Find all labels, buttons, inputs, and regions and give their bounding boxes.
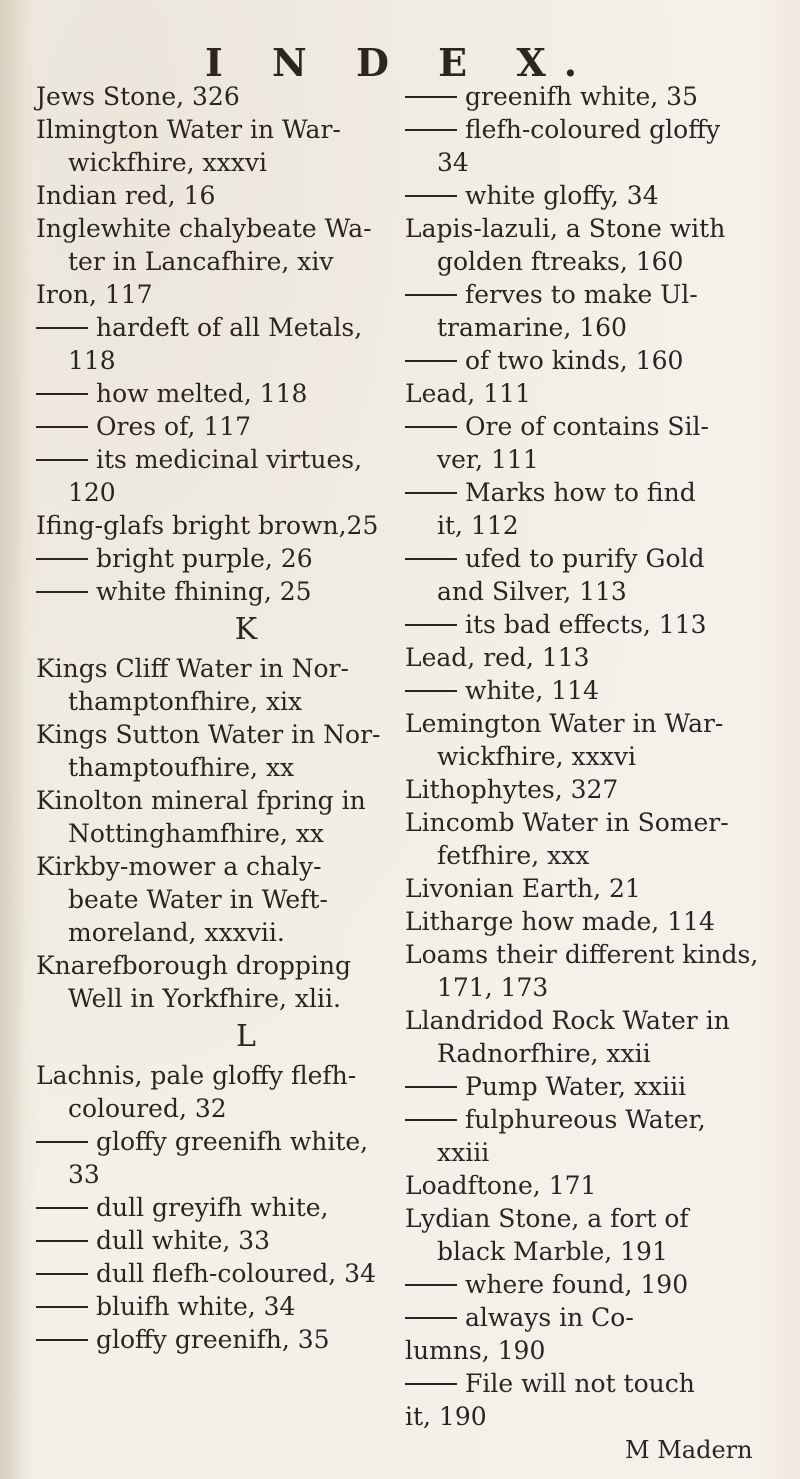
ditto-dash [405,96,457,98]
index-subentry [405,410,785,443]
index-entry [405,707,785,740]
entry-text: Lead, 111 [405,379,531,408]
index-subentry [405,344,785,377]
entry-text: tramarine, 160 [437,313,627,342]
entry-text: white fhining, 25 [96,577,312,606]
entry-text: Radnorfhire, xxii [437,1039,651,1068]
ditto-dash [405,558,457,560]
entry-text: 118 [68,346,116,375]
entry-text: black Marble, 191 [437,1237,668,1266]
ditto-dash [405,195,457,197]
entry-text: ferves to make Ul- [465,280,698,309]
ditto-dash [405,360,457,362]
ditto-dash [36,1240,88,1242]
index-continuation [405,1235,785,1268]
index-subentry [405,80,785,113]
entry-text: white gloffy, 34 [465,181,659,210]
index-subentry [36,311,396,344]
ditto-dash [36,327,88,329]
entry-text: Well in Yorkfhire, xlii. [68,984,341,1013]
index-entry [36,509,396,542]
entry-text: Ifing-glafs bright brown,25 [36,511,379,540]
entry-text: its medicinal virtues, [96,445,363,474]
entry-text: Inglewhite chalybeate Wa- [36,214,372,243]
entry-text: Ilmington Water in War- [36,115,341,144]
index-entry [405,1169,785,1202]
index-continuation [36,685,396,718]
entry-text: Lydian Stone, a fort of [405,1204,689,1233]
entry-text: ufed to purify Gold [465,544,705,573]
index-entry [36,80,396,113]
entry-text: Loams their different kinds, [405,940,759,969]
index-entry [405,938,785,971]
entry-text: coloured, 32 [68,1094,227,1123]
ditto-dash [405,1284,457,1286]
index-subentry [36,1125,396,1158]
entry-text: ver, 111 [437,445,539,474]
index-continuation [405,1136,785,1169]
ditto-dash [36,591,88,593]
index-entry [36,718,396,751]
index-continuation [36,245,396,278]
index-subentry [36,1224,396,1257]
index-continuation [405,839,785,872]
entry-text: Marks how to find [465,478,696,507]
ditto-dash [36,393,88,395]
entry-text: greenifh white, 35 [465,82,698,111]
index-continuation [36,751,396,784]
entry-text: Kirkby-mower a chaly- [36,852,322,881]
ditto-dash [36,1207,88,1209]
entry-text: fulphureous Water, [465,1105,706,1134]
index-entry [405,641,785,674]
entry-text: bright purple, 26 [96,544,313,573]
index-entry [405,377,785,410]
entry-text: how melted, 118 [96,379,308,408]
entry-text: thamptoufhire, xx [68,753,295,782]
index-continuation [405,575,785,608]
ditto-dash [405,294,457,296]
index-entry [405,872,785,905]
ditto-dash [405,129,457,131]
index-subentry [36,575,396,608]
ditto-dash [405,1086,457,1088]
entry-text: 120 [68,478,116,507]
entry-text: always in Co- [465,1303,634,1332]
index-entry [405,1334,785,1367]
page-header: I N D E X. [204,40,596,85]
entry-text: lumns, 190 [405,1336,546,1365]
entry-text: dull flefh-coloured, 34 [96,1259,376,1288]
section-letter [36,1015,396,1059]
ditto-dash [36,459,88,461]
index-entry [36,179,396,212]
index-entry [36,278,396,311]
index-continuation [36,817,396,850]
entry-text: Indian red, 16 [36,181,216,210]
entry-text: M Madern [625,1436,753,1464]
entry-text: Ores of, 117 [96,412,252,441]
entry-text: 171, 173 [437,973,549,1002]
ditto-dash [405,426,457,428]
entry-text: Iron, 117 [36,280,153,309]
index-continuation [36,344,396,377]
entry-text: wickfhire, xxxvi [68,148,267,177]
index-entry [405,212,785,245]
index-subentry [36,410,396,443]
index-subentry [36,1290,396,1323]
index-continuation [405,1037,785,1070]
entry-text: Loadftone, 171 [405,1171,597,1200]
entry-text: Lincomb Water in Somer- [405,808,729,837]
index-entry [405,1400,785,1433]
entry-text: golden ftreaks, 160 [437,247,684,276]
index-entry [405,806,785,839]
entry-text: L [236,1019,256,1054]
index-subentry [405,542,785,575]
ditto-dash [405,1317,457,1319]
index-continuation [405,509,785,542]
entry-text: Kings Cliff Water in Nor- [36,654,349,683]
index-entry [36,113,396,146]
index-entry [405,773,785,806]
entry-text: Litharge how made, 114 [405,907,715,936]
entry-text: dull greyifh white, [96,1193,329,1222]
entry-text: gloffy greenifh white, [96,1127,369,1156]
entry-text: of two kinds, 160 [465,346,684,375]
index-continuation [36,1092,396,1125]
entry-text: Lachnis, pale gloffy flefh- [36,1061,357,1090]
index-continuation [36,916,396,949]
entry-text: gloffy greenifh, 35 [96,1325,330,1354]
index-continuation [405,146,785,179]
entry-text: beate Water in Weft- [68,885,328,914]
entry-text: K [234,612,258,647]
index-entry [36,652,396,685]
index-continuation [36,146,396,179]
index-continuation [405,311,785,344]
entry-text: Lemington Water in War- [405,709,724,738]
ditto-dash [405,492,457,494]
entry-text: Lithophytes, 327 [405,775,619,804]
entry-text: bluifh white, 34 [96,1292,296,1321]
index-subentry [405,1070,785,1103]
index-continuation [36,1158,396,1191]
entry-text: Jews Stone, 326 [36,82,240,111]
entry-text: it, 112 [437,511,519,540]
entry-text: flefh-coloured gloffy [465,115,721,144]
entry-text: white, 114 [465,676,599,705]
index-entry [36,949,396,982]
ditto-dash [36,1306,88,1308]
index-subentry [405,1103,785,1136]
index-entry [405,905,785,938]
index-entry [36,212,396,245]
index-subentry [405,278,785,311]
ditto-dash [36,426,88,428]
index-entry [36,784,396,817]
entry-text: File will not touch [465,1369,695,1398]
entry-text: 34 [437,148,469,177]
entry-text: 33 [68,1160,100,1189]
entry-text: Knarefborough dropping [36,951,352,980]
entry-text: Kinolton mineral fpring in [36,786,366,815]
entry-text: and Silver, 113 [437,577,627,606]
index-entry [405,1202,785,1235]
ditto-dash [405,624,457,626]
ditto-dash [405,1383,457,1385]
left-column [36,80,396,1356]
index-subentry [36,1191,396,1224]
entry-text: hardeft of all Metals, [96,313,363,342]
index-subentry [405,113,785,146]
index-continuation [36,883,396,916]
entry-text: ter in Lancafhire, xiv [68,247,334,276]
index-entry [36,850,396,883]
index-continuation [36,476,396,509]
index-subentry [405,674,785,707]
entry-text: it, 190 [405,1402,487,1431]
ditto-dash [405,690,457,692]
index-subentry [36,377,396,410]
entry-text: dull white, 33 [96,1226,271,1255]
section-letter [36,608,396,652]
entry-text: wickfhire, xxxvi [437,742,636,771]
index-subentry [36,443,396,476]
entry-text: where found, 190 [465,1270,689,1299]
entry-text: xxiii [437,1138,490,1167]
entry-text: Lapis-lazuli, a Stone with [405,214,726,243]
entry-text: its bad effects, 113 [465,610,707,639]
ditto-dash [36,1273,88,1275]
index-entry [405,1004,785,1037]
entry-text: Pump Water, xxiii [465,1072,687,1101]
entry-text: Ore of contains Sil- [465,412,709,441]
entry-text: thamptonfhire, xix [68,687,303,716]
index-continuation [405,245,785,278]
entry-text: Lead, red, 113 [405,643,590,672]
index-subentry [405,179,785,212]
entry-text: Nottinghamfhire, xx [68,819,325,848]
entry-text: fetfhire, xxx [437,841,590,870]
index-entry [36,1059,396,1092]
right-column [405,80,785,1467]
ditto-dash [36,1339,88,1341]
entry-text: Livonian Earth, 21 [405,874,641,903]
index-subentry [405,1301,785,1334]
index-continuation [405,971,785,1004]
index-continuation [405,740,785,773]
ditto-dash [405,1119,457,1121]
ditto-dash [36,1141,88,1143]
entry-text: moreland, xxxvii. [68,918,285,947]
index-subentry [36,542,396,575]
index-continuation [405,443,785,476]
index-subentry [36,1257,396,1290]
index-subentry [405,608,785,641]
ditto-dash [36,558,88,560]
page-edge-shadow [0,0,26,1479]
index-subentry [405,1268,785,1301]
index-subentry [36,1323,396,1356]
catchword [405,1433,785,1467]
index-subentry [405,1367,785,1400]
entry-text: Llandridod Rock Water in [405,1006,730,1035]
index-subentry [405,476,785,509]
entry-text: Kings Sutton Water in Nor- [36,720,381,749]
index-continuation [36,982,396,1015]
